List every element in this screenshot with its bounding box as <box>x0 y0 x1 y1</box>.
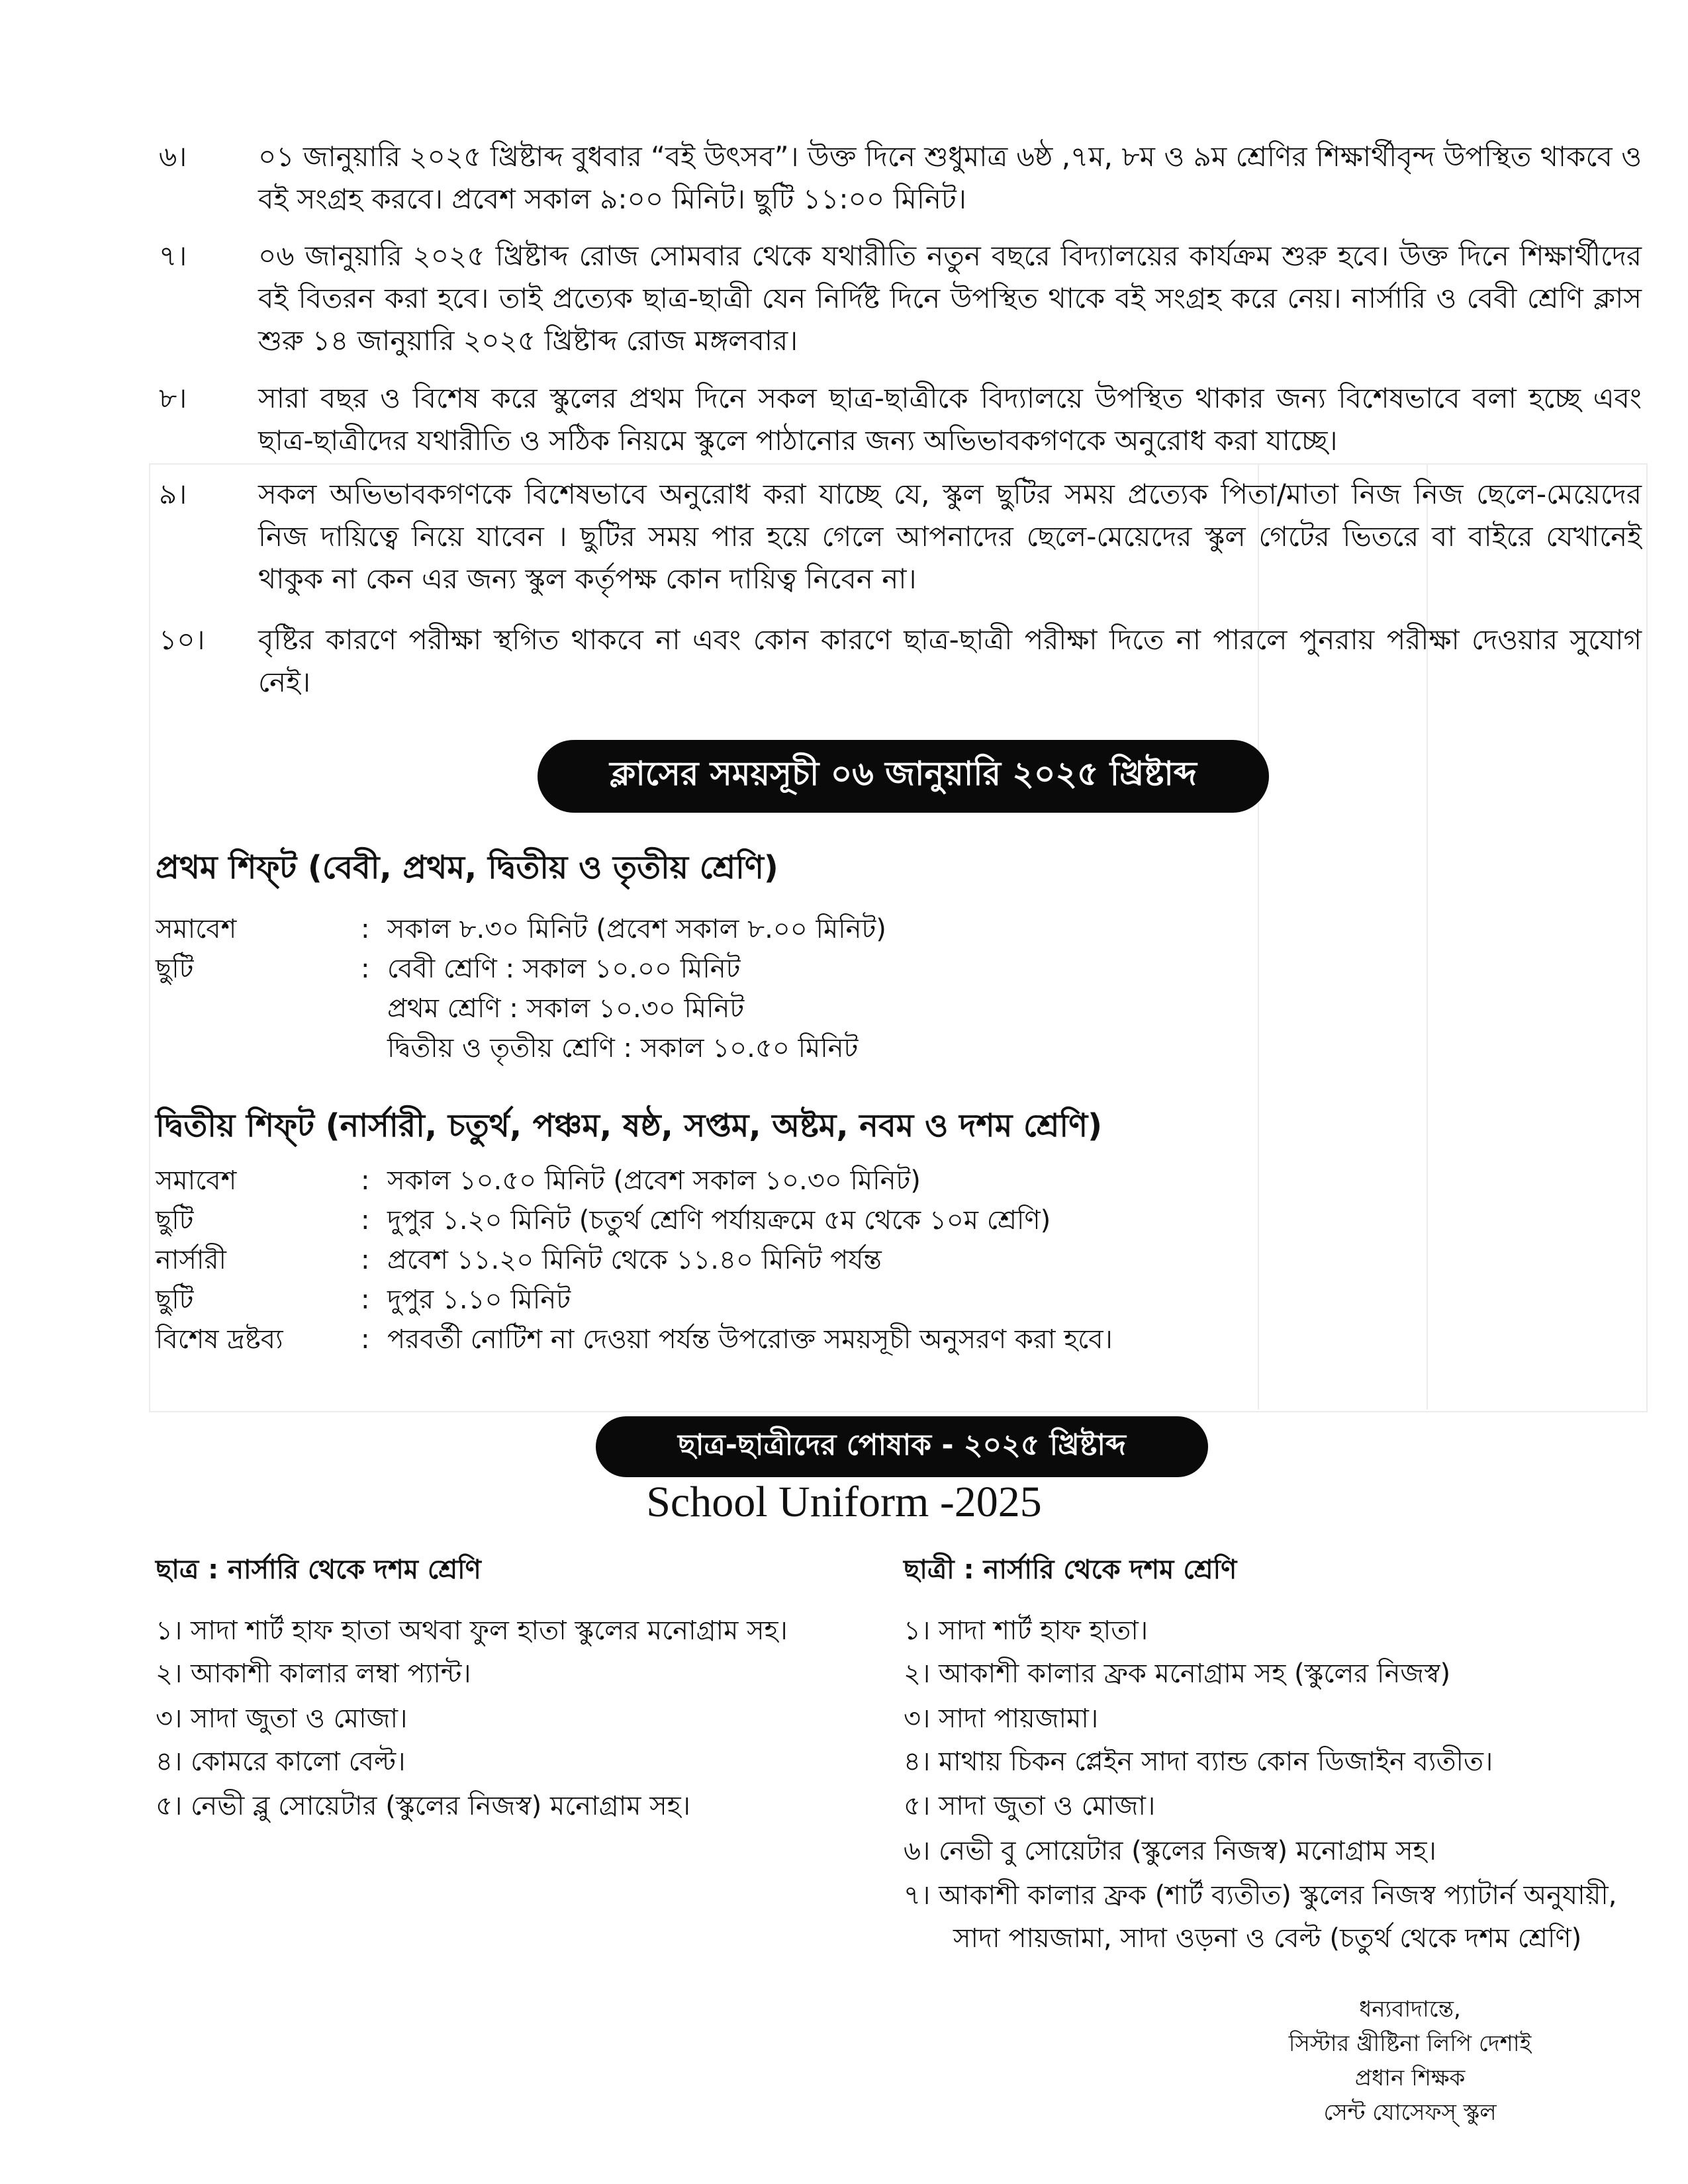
row-label: ছুটি <box>156 954 194 984</box>
notice-item <box>159 619 1642 704</box>
notice-number: ৬। <box>159 140 187 173</box>
notice-text: ০৬ জানুয়ারি ২০২৫ খ্রিষ্টাব্দ রোজ সোমবার থেকে যথারীতি নতুন বছরে বিদ্যালয়ের কার্যক্রম শুরু হবে। উক্ত দিনে শিক্ষার্থীদের বই বিতরন করা হবে। তাই প্রত্যেক ছাত্র-ছাত্রী যেন নির্দিষ্ট দিনে উপস্থিত থাকে বই সংগ্রহ করে নেয়। নার্সারি ও বেবী শ্রেণি ক্লাস শুরু ১৪ জানুয়ারি ২০২৫ খ্রিষ্টাব্দ রোজ মঙ্গলবার। <box>258 240 1642 357</box>
notice-text: সারা বছর ও বিশেষ করে স্কুলের প্রথম দিনে সকল ছাত্র-ছাত্রীকে বিদ্যালয়ে উপস্থিত থাকার জন্য বিশেষভাবে বলা হচ্ছে এবং ছাত্র-ছাত্রীদের যথারীতি ও সঠিক নিয়মে স্কুলে পাঠানোর জন্য অভিভাবকগণকে অনুরোধ করা যাচ্ছে। <box>258 382 1642 457</box>
shift1-title: প্রথম শিফ্‌ট (বেবী, প্রথম, দ্বিতীয় ও তৃতীয় শ্রেণি) <box>156 849 778 886</box>
boys-uniform-item: ৩। সাদা জুতা ও মোজা। <box>156 1704 408 1734</box>
notice-item <box>159 473 1642 600</box>
uniform-banner: ছাত্র-ছাত্রীদের পোষাক - ২০২৫ খ্রিষ্টাব্দ <box>596 1416 1208 1477</box>
row-value: দ্বিতীয় ও তৃতীয় শ্রেণি : সকাল ১০.৫০ মিনিট <box>387 1033 859 1064</box>
signature-closing: ধন্যবাদান্তে, <box>1359 1996 1461 2023</box>
notice-number: ৭। <box>159 240 187 272</box>
boys-uniform-item: ৫। নেভী ব্লু সোয়েটার (স্কুলের নিজস্ব) মনোগ্রাম সহ। <box>156 1791 690 1821</box>
schedule-banner: ক্লাসের সময়সূচী ০৬ জানুয়ারি ২০২৫ খ্রিষ্টাব্দ <box>538 740 1269 813</box>
row-colon: : <box>361 1245 370 1275</box>
shift2-row <box>156 1161 921 1200</box>
girls-uniform-item: ৭। আকাশী কালার ফ্রক (শার্ট ব্যতীত) স্কুলের নিজস্ব প্যাটার্ন অনুযায়ী, <box>904 1880 1617 1911</box>
row-colon: : <box>361 914 370 944</box>
notice-text: বৃষ্টির কারণে পরীক্ষা স্থগিত থাকবে না এবং কোন কারণে ছাত্র-ছাত্রী পরীক্ষা দিতে না পারলে পুনরায় পরীক্ষা দেওয়ার সুযোগ নেই। <box>258 623 1642 698</box>
row-value: প্রথম শ্রেণি : সকাল ১০.৩০ মিনিট <box>387 993 745 1024</box>
row-colon: : <box>361 1324 370 1355</box>
girls-uniform-item: ৩। সাদা পায়জামা। <box>904 1704 1099 1734</box>
row-value: প্রবেশ ১১.২০ মিনিট থেকে ১১.৪০ মিনিট পর্যন্ত <box>387 1245 882 1275</box>
bleed-through-grid-col <box>1258 463 1259 1410</box>
girls-uniform-item-continuation: সাদা পায়জামা, সাদা ওড়না ও বেল্ট (চতুর্থ থেকে দশম শ্রেণি) <box>953 1923 1582 1954</box>
shift1-row <box>387 989 744 1028</box>
row-label: নার্সারী <box>156 1245 226 1275</box>
notice-item <box>159 136 1642 220</box>
row-value: দুপুর ১.২০ মিনিট (চতুর্থ শ্রেণি পর্যায়ক্রমে ৫ম থেকে ১০ম শ্রেণি) <box>387 1205 1051 1236</box>
notice-text: সকল অভিভাবকগণকে বিশেষভাবে অনুরোধ করা যাচ্ছে যে, স্কুল ছুটির সময় প্রত্যেক পিতা/মাতা নিজ নিজ ছেলে-মেয়েদের নিজ দায়িত্বে নিয়ে যাবেন । ছুটির সময় পার হয়ে গেলে আপনাদের ছেলে-মেয়েদের স্কুল গেটের ভিতরে বা বাইরে যেখানেই থাকুক না কেন এর জন্য স্কুল কর্তৃপক্ষ কোন দায়িত্ব নিবেন না। <box>258 478 1642 595</box>
shift1-row <box>156 910 886 948</box>
boys-heading: ছাত্র : নার্সারি থেকে দশম শ্রেণি <box>156 1555 481 1585</box>
row-value: বেবী শ্রেণি : সকাল ১০.০০ মিনিট <box>387 954 741 984</box>
row-value: সকাল ৮.৩০ মিনিট (প্রবেশ সকাল ৮.০০ মিনিট) <box>387 914 886 944</box>
notice-text: ০১ জানুয়ারি ২০২৫ খ্রিষ্টাব্দ বুধবার “বই উৎসব”। উক্ত দিনে শুধুমাত্র ৬ষ্ঠ ,৭ম, ৮ম ও ৯ম শ্রেণির শিক্ষার্থীবৃন্দ উপস্থিত থাকবে ও বই সংগ্রহ করবে। প্রবেশ সকাল ৯:০০ মিনিট। ছুটি ১১:০০ মিনিট। <box>258 140 1642 215</box>
girls-heading: ছাত্রী : নার্সারি থেকে দশম শ্রেণি <box>904 1555 1237 1585</box>
shift2-title: দ্বিতীয় শিফ্‌ট (নার্সারী, চতুর্থ, পঞ্চম, ষষ্ঠ, সপ্তম, অষ্টম, নবম ও দশম শ্রেণি) <box>156 1107 1103 1144</box>
row-label: ছুটি <box>156 1205 194 1236</box>
girls-uniform-item: ৪। মাথায় চিকন প্লেইন সাদা ব্যান্ড কোন ডিজাইন ব্যতীত। <box>904 1747 1493 1777</box>
boys-uniform-item: ২। আকাশী কালার লম্বা প্যান্ট। <box>156 1659 471 1689</box>
row-colon: : <box>361 954 370 984</box>
boys-uniform-item: ১। সাদা শার্ট হাফ হাতা অথবা ফুল হাতা স্কুলের মনোগ্রাম সহ। <box>156 1615 788 1646</box>
uniform-english-title: School Uniform -2025 <box>646 1478 1042 1526</box>
girls-uniform-item: ১। সাদা শার্ট হাফ হাতা। <box>904 1615 1149 1646</box>
signature-institution: সেন্ট যোসেফস্‌ স্কুল <box>1323 2099 1497 2126</box>
signature-name: সিস্টার খ্রীষ্টিনা লিপি দেশাই <box>1288 2030 1532 2057</box>
row-label: ছুটি <box>156 1285 194 1315</box>
row-value: দুপুর ১.১০ মিনিট <box>387 1285 571 1315</box>
shift1-row <box>387 1029 858 1068</box>
signature-designation: প্রধান শিক্ষক <box>1354 2065 1466 2091</box>
row-colon: : <box>361 1205 370 1236</box>
shift2-row <box>156 1241 882 1279</box>
notice-item <box>159 235 1642 362</box>
row-colon: : <box>361 1285 370 1315</box>
girls-uniform-item: ৫। সাদা জুতা ও মোজা। <box>904 1791 1156 1821</box>
shift1-row <box>156 950 740 988</box>
boys-uniform-item: ৪। কোমরে কালো বেল্ট। <box>156 1747 406 1777</box>
bleed-through-grid-col <box>1427 463 1428 1410</box>
shift2-row <box>156 1201 1051 1240</box>
girls-uniform-item: ৬। নেভী বু সোয়েটার (স্কুলের নিজস্ব) মনোগ্রাম সহ। <box>904 1836 1436 1866</box>
notice-number: ১০। <box>159 623 205 656</box>
row-label: সমাবেশ <box>156 914 237 944</box>
notice-number: ৯। <box>159 478 187 510</box>
row-label: বিশেষ দ্রষ্টব্য <box>156 1324 283 1355</box>
girls-uniform-item: ২। আকাশী কালার ফ্রক মনোগ্রাম সহ (স্কুলের নিজস্ব) <box>904 1659 1451 1689</box>
row-value: পরবর্তী নোটিশ না দেওয়া পর্যন্ত উপরোক্ত সময়সূচী অনুসরণ করা হবে। <box>387 1324 1113 1355</box>
notice-item <box>159 377 1642 462</box>
row-colon: : <box>361 1165 370 1196</box>
notice-number: ৮। <box>159 382 187 414</box>
row-value: সকাল ১০.৫০ মিনিট (প্রবেশ সকাল ১০.৩০ মিনিট) <box>387 1165 921 1196</box>
shift2-row <box>156 1281 571 1319</box>
shift2-row <box>156 1320 1113 1359</box>
row-label: সমাবেশ <box>156 1165 237 1196</box>
